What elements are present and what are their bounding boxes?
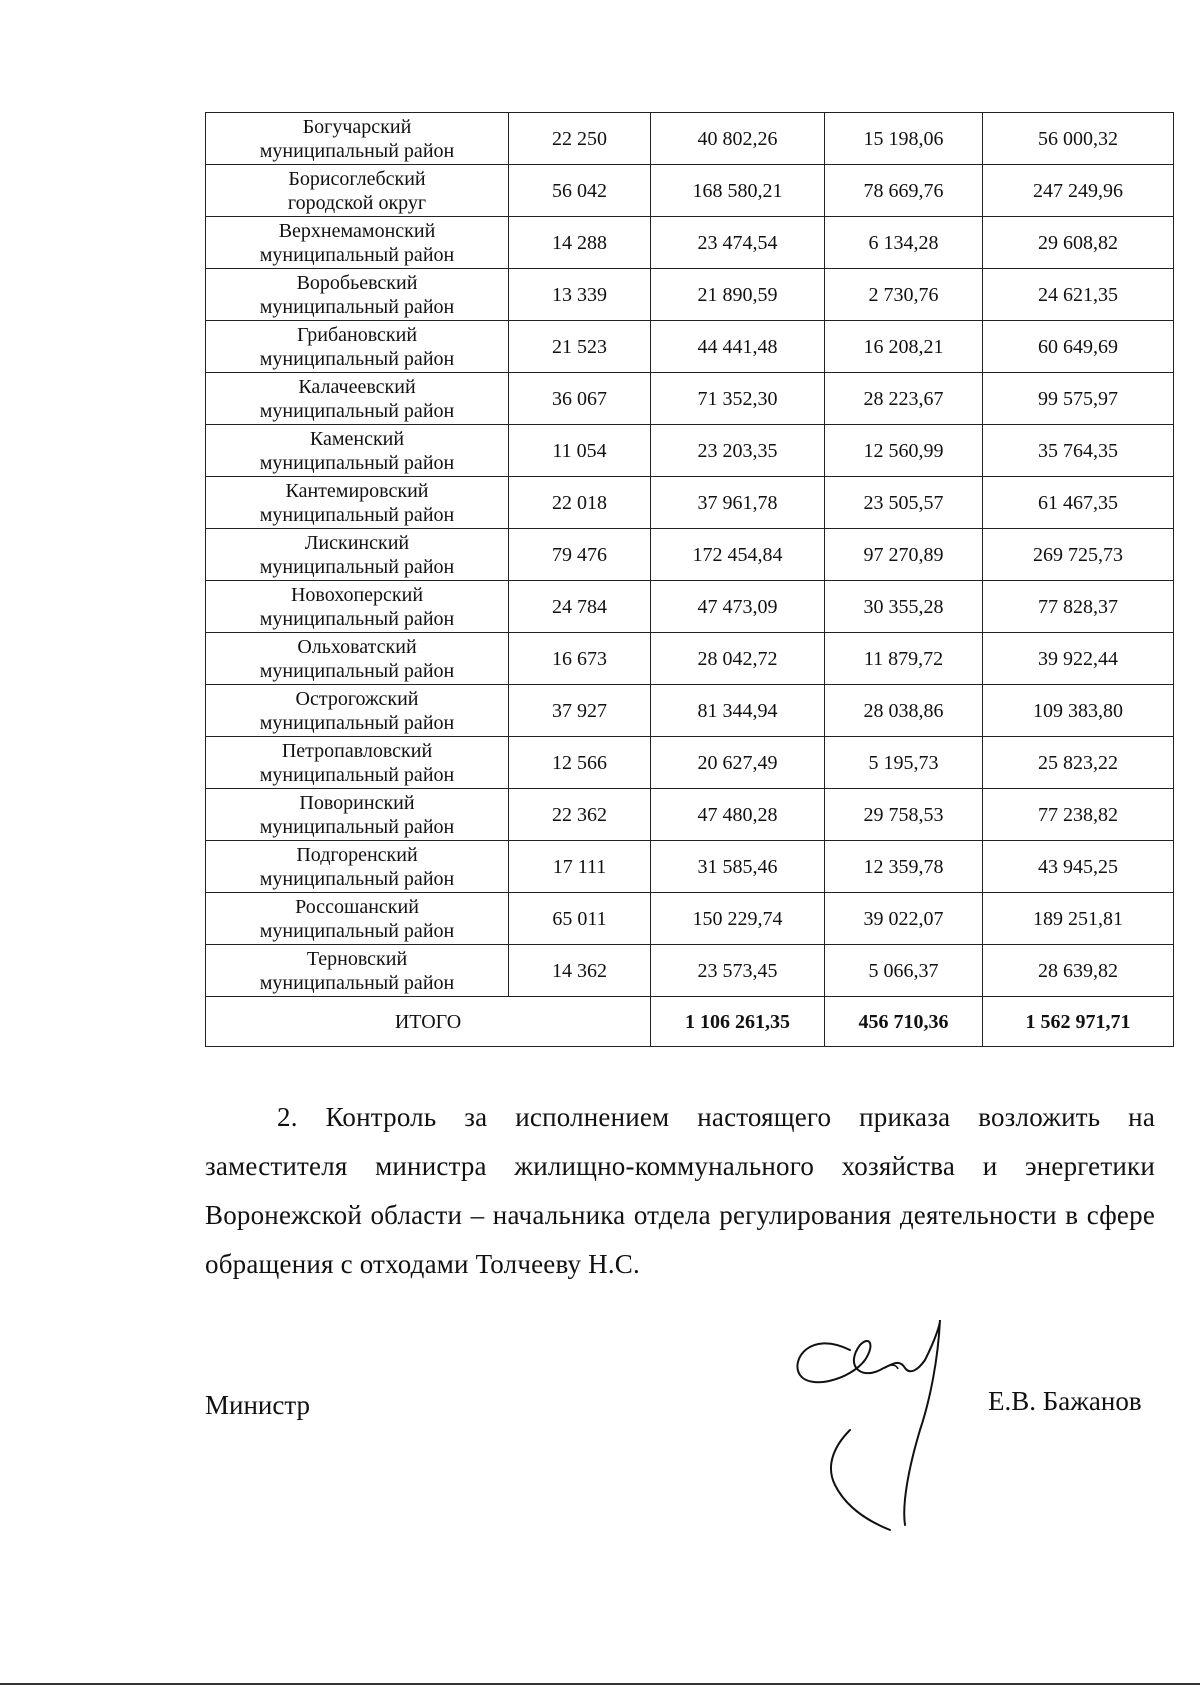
district-name: Терновский — [306, 947, 408, 970]
table-row — [206, 321, 1174, 373]
value-cell-c3: 11 879,72 — [825, 633, 983, 685]
total-value-c3: 456 710,36 — [825, 997, 983, 1047]
signatory-name: Е.В. Бажанов — [988, 1386, 1142, 1416]
table-row — [206, 477, 1174, 529]
value-cell-c4: 99 575,97 — [983, 373, 1174, 425]
district-name-cell — [206, 945, 509, 997]
district-type: городской округ — [287, 191, 427, 214]
district-type: муниципальный район — [259, 711, 455, 734]
value-cell-c1: 17 111 — [509, 841, 651, 893]
value-cell-c1: 14 362 — [509, 945, 651, 997]
value-cell-c4: 24 621,35 — [983, 269, 1174, 321]
district-name-cell — [206, 477, 509, 529]
value-cell-c3: 78 669,76 — [825, 165, 983, 217]
table-row — [206, 945, 1174, 997]
table-row — [206, 841, 1174, 893]
value-cell-c3: 97 270,89 — [825, 529, 983, 581]
value-cell-c3: 12 359,78 — [825, 841, 983, 893]
value-cell-c3: 30 355,28 — [825, 581, 983, 633]
value-cell-c3: 5 195,73 — [825, 737, 983, 789]
district-name: Грибановский — [296, 323, 418, 346]
district-name: Поворинский — [299, 791, 415, 814]
table-row — [206, 269, 1174, 321]
district-name: Ольховатский — [297, 635, 417, 658]
district-name-cell — [206, 113, 509, 165]
district-name-cell — [206, 789, 509, 841]
district-name: Воробьевский — [296, 271, 418, 294]
municipal-data-table — [205, 112, 1174, 1047]
district-name: Богучарский — [302, 115, 412, 138]
value-cell-c3: 28 038,86 — [825, 685, 983, 737]
district-type: муниципальный район — [259, 815, 455, 838]
value-cell-c4: 77 238,82 — [983, 789, 1174, 841]
value-cell-c2: 31 585,46 — [651, 841, 825, 893]
value-cell-c3: 16 208,21 — [825, 321, 983, 373]
district-name: Лискинский — [304, 531, 410, 554]
value-cell-c3: 23 505,57 — [825, 477, 983, 529]
district-name-cell — [206, 529, 509, 581]
value-cell-c2: 28 042,72 — [651, 633, 825, 685]
district-type: муниципальный район — [259, 659, 455, 682]
value-cell-c4: 28 639,82 — [983, 945, 1174, 997]
district-name-cell — [206, 269, 509, 321]
table-row — [206, 893, 1174, 945]
value-cell-c2: 172 454,84 — [651, 529, 825, 581]
district-type: муниципальный район — [259, 555, 455, 578]
value-cell-c4: 43 945,25 — [983, 841, 1174, 893]
district-type: муниципальный район — [259, 607, 455, 630]
table-row — [206, 165, 1174, 217]
value-cell-c4: 189 251,81 — [983, 893, 1174, 945]
district-name-cell — [206, 841, 509, 893]
value-cell-c1: 16 673 — [509, 633, 651, 685]
district-name: Калачеевский — [298, 375, 416, 398]
value-cell-c3: 5 066,37 — [825, 945, 983, 997]
value-cell-c3: 29 758,53 — [825, 789, 983, 841]
total-value-c2: 1 106 261,35 — [651, 997, 825, 1047]
value-cell-c3: 6 134,28 — [825, 217, 983, 269]
district-type: муниципальный район — [259, 867, 455, 890]
district-name-cell — [206, 685, 509, 737]
value-cell-c1: 22 018 — [509, 477, 651, 529]
value-cell-c4: 25 823,22 — [983, 737, 1174, 789]
value-cell-c2: 21 890,59 — [651, 269, 825, 321]
value-cell-c1: 65 011 — [509, 893, 651, 945]
value-cell-c2: 44 441,48 — [651, 321, 825, 373]
value-cell-c2: 40 802,26 — [651, 113, 825, 165]
district-name-cell — [206, 633, 509, 685]
district-name: Подгоренский — [296, 843, 418, 866]
value-cell-c2: 23 573,45 — [651, 945, 825, 997]
value-cell-c2: 23 203,35 — [651, 425, 825, 477]
district-name: Верхнемамонский — [278, 219, 436, 242]
table-row — [206, 737, 1174, 789]
value-cell-c3: 12 560,99 — [825, 425, 983, 477]
table-row — [206, 789, 1174, 841]
page-bottom-rule — [0, 1683, 1200, 1685]
value-cell-c3: 28 223,67 — [825, 373, 983, 425]
table-body — [206, 113, 1174, 1047]
value-cell-c3: 39 022,07 — [825, 893, 983, 945]
value-cell-c1: 22 250 — [509, 113, 651, 165]
table-row — [206, 217, 1174, 269]
handwritten-signature — [790, 1320, 990, 1540]
district-name: Петропавловский — [281, 739, 433, 762]
district-type: муниципальный район — [259, 295, 455, 318]
district-type: муниципальный район — [259, 763, 455, 786]
value-cell-c1: 11 054 — [509, 425, 651, 477]
value-cell-c2: 71 352,30 — [651, 373, 825, 425]
district-type: муниципальный район — [259, 243, 455, 266]
district-name-cell — [206, 321, 509, 373]
district-type: муниципальный район — [259, 139, 455, 162]
value-cell-c2: 168 580,21 — [651, 165, 825, 217]
district-name-cell — [206, 373, 509, 425]
signatory-title: Министр — [205, 1390, 310, 1420]
district-name: Россошанский — [295, 895, 419, 918]
district-type: муниципальный район — [259, 503, 455, 526]
value-cell-c2: 150 229,74 — [651, 893, 825, 945]
value-cell-c4: 39 922,44 — [983, 633, 1174, 685]
value-cell-c4: 56 000,32 — [983, 113, 1174, 165]
value-cell-c1: 79 476 — [509, 529, 651, 581]
total-value-c4: 1 562 971,71 — [983, 997, 1174, 1047]
value-cell-c2: 23 474,54 — [651, 217, 825, 269]
value-cell-c1: 21 523 — [509, 321, 651, 373]
value-cell-c4: 109 383,80 — [983, 685, 1174, 737]
value-cell-c4: 61 467,35 — [983, 477, 1174, 529]
value-cell-c1: 14 288 — [509, 217, 651, 269]
table-row — [206, 529, 1174, 581]
district-type: муниципальный район — [259, 399, 455, 422]
table-row — [206, 425, 1174, 477]
value-cell-c4: 35 764,35 — [983, 425, 1174, 477]
district-type: муниципальный район — [259, 451, 455, 474]
value-cell-c4: 60 649,69 — [983, 321, 1174, 373]
value-cell-c1: 22 362 — [509, 789, 651, 841]
district-name: Острогожский — [295, 687, 419, 710]
value-cell-c4: 247 249,96 — [983, 165, 1174, 217]
value-cell-c2: 20 627,49 — [651, 737, 825, 789]
value-cell-c1: 56 042 — [509, 165, 651, 217]
district-name: Каменский — [309, 427, 405, 450]
district-name-cell — [206, 217, 509, 269]
district-type: муниципальный район — [259, 919, 455, 942]
value-cell-c4: 269 725,73 — [983, 529, 1174, 581]
table-row — [206, 685, 1174, 737]
district-name: Кантемировский — [285, 479, 429, 502]
district-name-cell — [206, 165, 509, 217]
control-paragraph: 2. Контроль за исполнением настоящего приказа возложить на заместителя министра жилищно-коммунального хозяйства и энергетики Воронежской области – начальника отдела регулирования деятельности в сфере обращения с отходами Толчееву Н.С. — [205, 1102, 1155, 1279]
value-cell-c2: 47 480,28 — [651, 789, 825, 841]
value-cell-c3: 15 198,06 — [825, 113, 983, 165]
value-cell-c1: 13 339 — [509, 269, 651, 321]
district-name: Борисоглебский — [288, 167, 426, 190]
district-type: муниципальный район — [259, 347, 455, 370]
table-row — [206, 113, 1174, 165]
value-cell-c1: 12 566 — [509, 737, 651, 789]
value-cell-c2: 47 473,09 — [651, 581, 825, 633]
value-cell-c1: 24 784 — [509, 581, 651, 633]
value-cell-c1: 36 067 — [509, 373, 651, 425]
value-cell-c2: 81 344,94 — [651, 685, 825, 737]
district-name-cell — [206, 737, 509, 789]
district-name-cell — [206, 893, 509, 945]
table-row — [206, 373, 1174, 425]
district-name-cell — [206, 425, 509, 477]
value-cell-c1: 37 927 — [509, 685, 651, 737]
value-cell-c4: 77 828,37 — [983, 581, 1174, 633]
district-name: Новохоперский — [290, 583, 424, 606]
district-type: муниципальный район — [259, 971, 455, 994]
total-label: ИТОГО — [206, 997, 651, 1047]
district-name-cell — [206, 581, 509, 633]
value-cell-c4: 29 608,82 — [983, 217, 1174, 269]
total-row — [206, 997, 1174, 1047]
value-cell-c2: 37 961,78 — [651, 477, 825, 529]
table-row — [206, 633, 1174, 685]
value-cell-c3: 2 730,76 — [825, 269, 983, 321]
table-row — [206, 581, 1174, 633]
